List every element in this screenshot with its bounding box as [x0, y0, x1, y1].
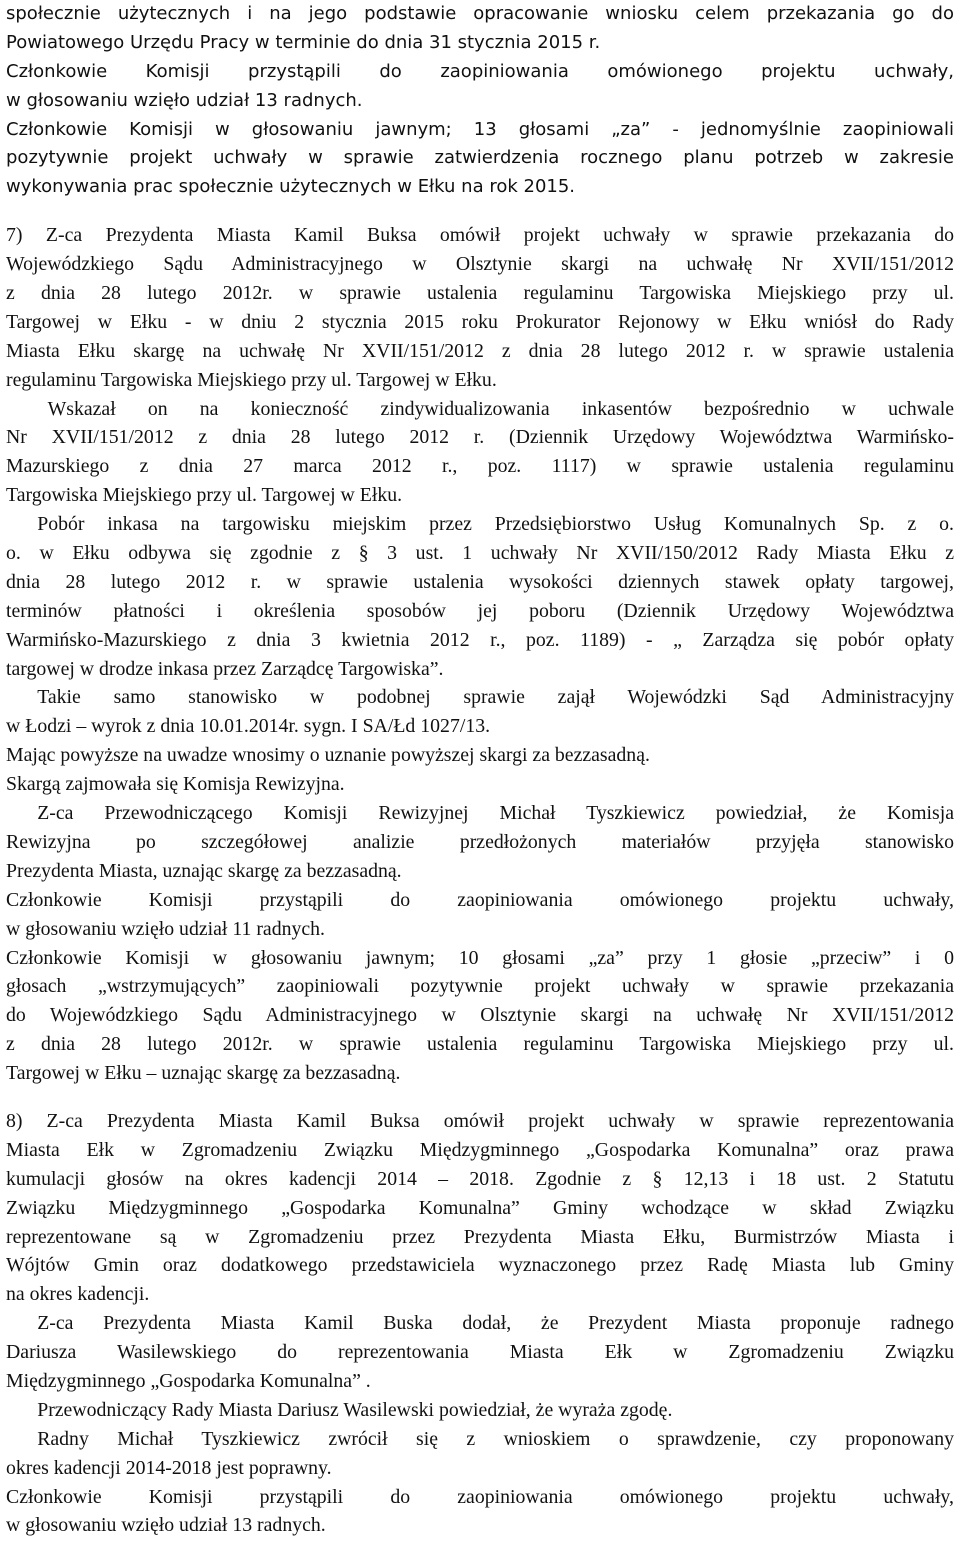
text-line: 8) Z-ca Prezydenta Miasta Kamil Buksa omówił projekt uchwały w sprawie reprezentowania: [6, 1109, 954, 1132]
text-line: Wójtów Gmin oraz dodatkowego przedstawiciela wyznaczonego przez Radę Miasta lub Gminy: [6, 1254, 954, 1277]
text-line: Nr XVII/151/2012 z dnia 28 lutego 2012 r. (Dziennik Urzędowy Województwa Warmińsko-: [6, 426, 954, 449]
text-line: Skargą zajmowała się Komisja Rewizyjna.: [6, 773, 345, 796]
text-line: Mając powyższe na uwadze wnosimy o uznanie powyższej skargi za bezzasadną.: [6, 744, 650, 767]
text-line: Międzygminnego „Gospodarka Komunalna” .: [6, 1369, 371, 1392]
text-line: Targowiska Miejskiego przy ul. Targowej w Ełku.: [6, 484, 403, 507]
text-line: do Wojewódzkiego Sądu Administracyjnego w Olsztynie skargi na uchwałę Nr XVII/151/2012: [6, 1004, 954, 1027]
text-line: z dnia 28 lutego 2012r. w sprawie ustalenia regulaminu Targowiska Miejskiego przy ul.: [6, 1033, 954, 1056]
text-line: głosach „wstrzymujących” zaopiniowali pozytywnie projekt uchwały w sprawie przekazania: [6, 975, 954, 998]
text-line: Miasta Ełku skargę na uchwałę Nr XVII/151/2012 z dnia 28 lutego 2012 r. w sprawie ustalenia: [6, 339, 954, 362]
text-line: Takie samo stanowisko w podobnej sprawie zajął Wojewódzki Sąd Administracyjny: [37, 686, 954, 709]
text-line: Mazurskiego z dnia 27 marca 2012 r., poz. 1117) w sprawie ustalenia regulaminu: [6, 455, 954, 478]
paragraph-gap: [6, 202, 954, 221]
text-line: Członkowie Komisji w głosowaniu jawnym; 13 głosami „za” - jednomyślnie zaopiniowali: [6, 118, 954, 140]
text-line: Członkowie Komisji przystąpili do zaopiniowania omówionego projektu uchwały,: [6, 888, 954, 911]
text-line: Powiatowego Urzędu Pracy w terminie do dnia 31 stycznia 2015 r.: [6, 31, 601, 53]
text-line: Targowej w Ełku – uznając skargę za bezzasadną.: [6, 1062, 401, 1085]
text-line: Wskazał on na konieczność zindywidualizowania inkasentów bezpośrednio w uchwale: [47, 397, 954, 420]
text-line: Członkowie Komisji przystąpili do zaopiniowania omówionego projektu uchwały,: [6, 60, 954, 82]
text-line: Członkowie Komisji w głosowaniu jawnym; 10 głosami „za” przy 1 głosie „przeciw” i 0: [6, 946, 954, 969]
text-line: Związku Międzygminnego „Gospodarka Komunalna” Gminy wchodzące w skład Związku: [6, 1196, 954, 1219]
text-line: Miasta Ełk w Zgromadzeniu Związku Międzygminnego „Gospodarka Komunalna” oraz prawa: [6, 1138, 954, 1161]
text-line: pozytywnie projekt uchwały w sprawie zatwierdzenia rocznego planu potrzeb w zakresie: [6, 147, 954, 169]
text-line: w głosowaniu wzięło udział 13 radnych.: [6, 89, 363, 111]
paragraph-block: [6, 0, 954, 202]
text-line: Z-ca Przewodniczącego Komisji Rewizyjnej Michał Tyszkiewicz powiedział, że Komisja: [37, 802, 954, 825]
text-line: Radny Michał Tyszkiewicz zwrócił się z wnioskiem o sprawdzenie, czy proponowany: [37, 1427, 954, 1450]
text-line: społecznie użytecznych i na jego podstawie opracowanie wniosku celem przekazania go do: [6, 3, 954, 24]
text-line: o. w Ełku odbywa się zgodnie z § 3 ust. 1 uchwały Nr XVII/150/2012 Rady Miasta Ełku z: [6, 542, 954, 565]
text-line: dnia 28 lutego 2012 r. w sprawie ustalenia wysokości dziennych stawek opłaty targowej,: [6, 570, 954, 593]
text-line: w Łodzi – wyrok z dnia 10.01.2014r. sygn. I SA/Łd 1027/13.: [6, 715, 491, 738]
text-line: Rewizyjna po szczegółowej analizie przedłożonych materiałów przyjęła stanowisko: [6, 830, 954, 853]
text-line: w głosowaniu wzięło udział 11 radnych.: [6, 917, 325, 940]
text-line: Członkowie Komisji przystąpili do zaopiniowania omówionego projektu uchwały,: [6, 1485, 954, 1508]
text-line: z dnia 28 lutego 2012r. w sprawie ustalenia regulaminu Targowiska Miejskiego przy ul.: [6, 282, 954, 305]
text-line: okres kadencji 2014-2018 jest poprawny.: [6, 1456, 332, 1479]
text-line: Z-ca Prezydenta Miasta Kamil Buska dodał, że Prezydent Miasta proponuje radnego: [37, 1312, 954, 1335]
text-line: wykonywania prac społecznie użytecznych w Ełku na rok 2015.: [6, 176, 576, 198]
paragraph-block: [6, 221, 954, 1088]
text-line: Warmińsko-Mazurskiego z dnia 3 kwietnia 2012 r., poz. 1189) - „ Zarządza się pobór opłaty: [6, 628, 954, 651]
text-line: terminów płatności i określenia sposobów jej poboru (Dziennik Urzędowy Województwa: [6, 599, 954, 622]
paragraph-gap: [6, 1088, 954, 1107]
text-line: Prezydenta Miasta, uznając skargę za bezzasadną.: [6, 859, 402, 882]
text-line: kumulacji głosów na okres kadencji 2014 – 2018. Zgodnie z § 12,13 i 18 ust. 2 Statutu: [6, 1167, 954, 1190]
text-line: reprezentowane są w Zgromadzeniu przez Prezydenta Miasta Ełku, Burmistrzów Miasta i: [6, 1225, 954, 1248]
text-line: targowej w drodze inkasa przez Zarządcę Targowiska”.: [6, 657, 444, 680]
text-line: regulaminu Targowiska Miejskiego przy ul. Targowej w Ełku.: [6, 368, 497, 391]
text-line: Pobór inkasa na targowisku miejskim przez Przedsiębiorstwo Usług Komunalnych Sp. z o.: [37, 513, 954, 536]
text-line: Dariusza Wasilewskiego do reprezentowania Miasta Ełk w Zgromadzeniu Związku: [6, 1341, 954, 1364]
text-line: na okres kadencji.: [6, 1283, 150, 1306]
paragraph-block: [6, 1107, 954, 1540]
text-line: Wojewódzkiego Sądu Administracyjnego w Olsztynie skargi na uchwałę Nr XVII/151/2012: [6, 253, 954, 276]
document-page: [6, 0, 954, 1540]
text-line: w głosowaniu wzięło udział 13 radnych.: [6, 1514, 326, 1537]
text-line: Targowej w Ełku - w dniu 2 stycznia 2015 roku Prokurator Rejonowy w Ełku wniósł do Rady: [6, 310, 954, 333]
text-line: Przewodniczący Rady Miasta Dariusz Wasilewski powiedział, że wyraża zgodę.: [37, 1398, 673, 1421]
text-line: 7) Z-ca Prezydenta Miasta Kamil Buksa omówił projekt uchwały w sprawie przekazania do: [6, 224, 954, 247]
